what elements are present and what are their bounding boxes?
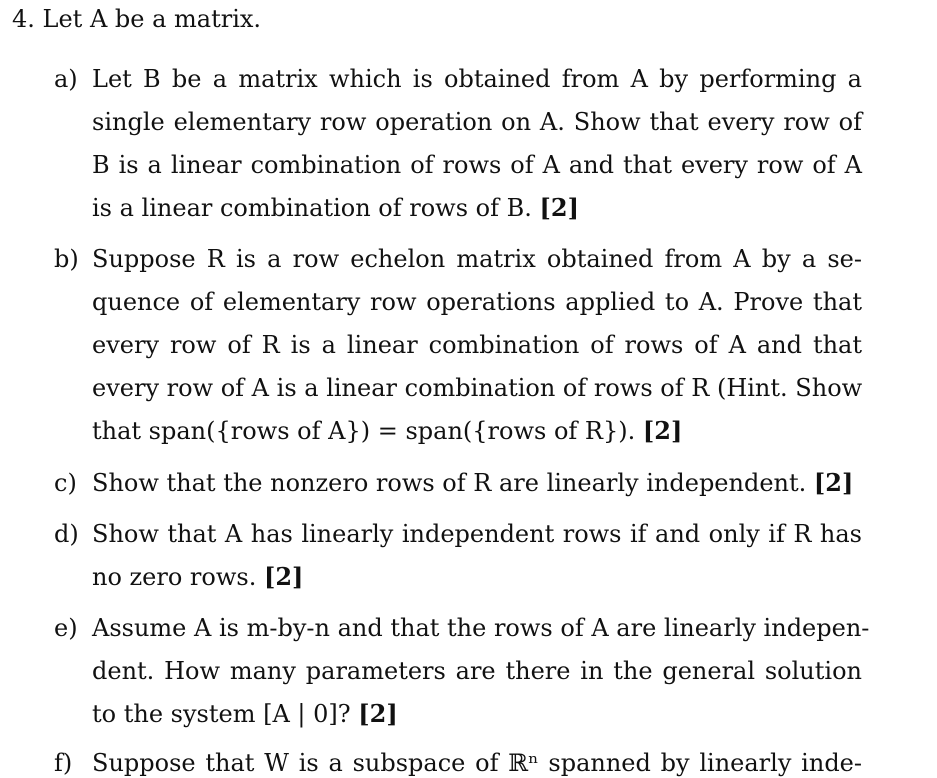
part-b-line-4: every row of A is a linear combination of rows of R (Hint. Show	[92, 374, 863, 402]
part-a-label: a)	[54, 65, 78, 93]
part-e-line-3-text: to the system [A | 0]?	[92, 700, 351, 728]
part-b-line-5-text: that span({rows of A}) = span({rows of R}).	[92, 417, 636, 445]
part-d-marks: [2]	[263, 562, 304, 591]
question-heading: 4. Let A be a matrix.	[12, 5, 262, 33]
part-b-label: b)	[54, 245, 79, 273]
part-c-line-1-text: Show that the nonzero rows of R are linearly independent.	[92, 469, 807, 497]
part-f-line-1: Suppose that W is a subspace of ℝⁿ spanned by linearly inde-	[92, 749, 862, 777]
part-a-line-1: Let B be a matrix which is obtained from A by performing a	[92, 65, 862, 93]
part-b-line-1: Suppose R is a row echelon matrix obtained from A by a se-	[92, 245, 862, 273]
part-b-line-3: every row of R is a linear combination of rows of A and that	[92, 331, 862, 359]
part-e-marks: [2]	[358, 699, 398, 728]
part-e-label: e)	[54, 614, 78, 642]
part-b-line-5	[92, 416, 862, 446]
part-d-label: d)	[54, 520, 79, 548]
part-a-line-4-text: is a linear combination of rows of B.	[92, 194, 532, 222]
part-d-line-1: Show that A has linearly independent rows if and only if R has	[92, 520, 862, 548]
part-e-line-2: dent. How many parameters are there in the general solution	[92, 657, 862, 685]
part-c-marks: [2]	[813, 468, 854, 497]
part-a-marks: [2]	[539, 193, 579, 222]
part-d-line-2-text: no zero rows.	[92, 563, 257, 591]
part-c-label: c)	[54, 469, 77, 497]
part-e-line-1: Assume A is m-by-n and that the rows of A are linearly indepen-	[92, 614, 870, 642]
part-a-line-4	[92, 193, 862, 223]
part-a-line-2: single elementary row operation on A. Show that every row of	[92, 108, 862, 136]
part-c-line-1	[92, 468, 862, 498]
part-f-label: f)	[54, 749, 73, 777]
part-a-line-3: B is a linear combination of rows of A and that every row of A	[92, 151, 862, 179]
part-d-line-2	[92, 562, 862, 592]
part-b-line-2: quence of elementary row operations applied to A. Prove that	[92, 288, 862, 316]
part-e-line-3	[92, 699, 862, 729]
part-b-marks: [2]	[642, 416, 683, 445]
